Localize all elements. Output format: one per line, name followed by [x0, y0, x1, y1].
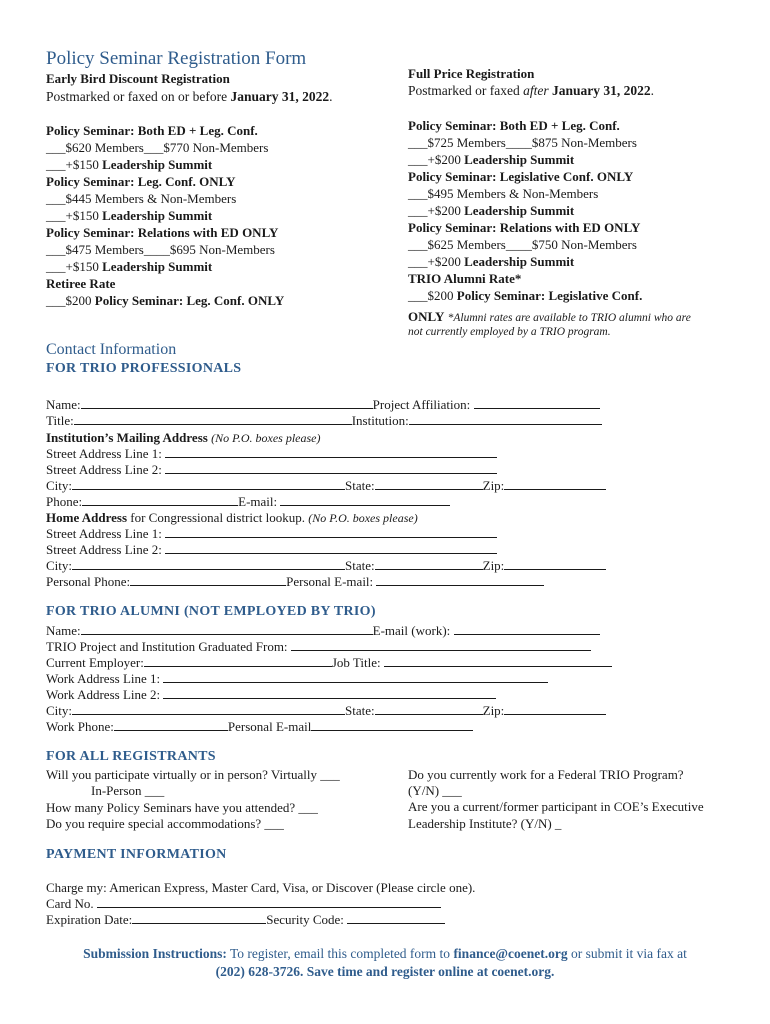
zip-label: Zip:	[482, 478, 505, 493]
payment-heading: PAYMENT INFORMATION	[46, 847, 227, 862]
alumni-personal-email-label: Personal E-mail	[227, 719, 312, 734]
full-price-deadline-prefix: Postmarked or faxed	[408, 83, 520, 98]
submission-text-2: or submit it via fax at	[570, 946, 687, 961]
all-registrants-heading: FOR ALL REGISTRANTS	[46, 749, 216, 764]
home-street2-row	[46, 541, 497, 558]
early-bird-deadline: Postmarked or faxed on or before January 31, 2022.	[46, 89, 333, 104]
rate-category-heading: Retiree Rate	[46, 276, 116, 291]
personal-phone-label: Personal Phone:	[46, 574, 131, 589]
rate-line	[46, 275, 284, 292]
card-number-label: Card No.	[46, 896, 94, 911]
employer-label: Current Employer:	[46, 655, 144, 670]
street1-row	[46, 445, 497, 462]
rate-price-text: $200	[65, 293, 95, 308]
alumni-note-line-2: not currently employed by a TRIO program.	[408, 326, 611, 338]
rate-blank[interactable]: ___	[408, 237, 428, 252]
home-street1-field[interactable]	[165, 526, 497, 538]
rate-category-heading: TRIO Alumni Rate*	[408, 271, 522, 286]
home-city-field[interactable]	[72, 558, 345, 570]
email-label: E-mail:	[238, 494, 278, 509]
rate-blank[interactable]: ___	[46, 293, 66, 308]
graduated-row	[46, 638, 591, 655]
rate-price-text: +$150	[65, 157, 103, 172]
rate-price-text: $625 Members____$750 Non-Members	[427, 237, 637, 252]
home-street2-field[interactable]	[165, 542, 497, 554]
rate-price-text: $445 Members & Non-Members	[65, 191, 237, 206]
street2-row	[46, 461, 497, 478]
rate-line	[46, 122, 284, 139]
rate-line	[408, 134, 642, 151]
city-label: City:	[46, 478, 73, 493]
home-street2-label: Street Address Line 2:	[46, 542, 162, 557]
federal-trio-answer: (Y/N) ___	[408, 783, 462, 798]
alumni-only-label: ONLY	[408, 309, 445, 324]
home-city-row	[46, 557, 606, 574]
personal-email-field[interactable]	[376, 574, 544, 586]
charge-instructions: Charge my: American Express, Master Card, Visa, or Discover (Please circle one).	[46, 880, 476, 895]
rate-line	[408, 151, 642, 168]
home-street1-row	[46, 525, 497, 542]
full-price-deadline-date: January 31, 2022	[551, 83, 651, 98]
alumni-name-row	[46, 622, 600, 639]
seminars-attended-question: How many Policy Seminars have you attended? ___	[46, 800, 318, 815]
security-code-field[interactable]	[347, 912, 445, 924]
rate-line	[408, 287, 642, 304]
job-title-label: Job Title:	[331, 655, 381, 670]
rate-addon-label: Leadership Summit	[102, 208, 213, 223]
state-field[interactable]	[375, 478, 483, 490]
rate-blank[interactable]: ___	[46, 242, 66, 257]
home-address-note: (No P.O. boxes please)	[308, 511, 418, 525]
home-zip-label: Zip:	[482, 558, 505, 573]
zip-field[interactable]	[504, 478, 606, 490]
email-field[interactable]	[280, 494, 450, 506]
participation-question: Will you participate virtually or in person? Virtually ___	[46, 767, 340, 782]
rate-blank[interactable]: ___	[408, 203, 428, 218]
work1-row	[46, 670, 548, 687]
project-affiliation-label: Project Affiliation:	[372, 397, 471, 412]
rate-price-text: $725 Members____$875 Non-Members	[427, 135, 637, 150]
rate-category-heading: Policy Seminar: Both ED + Leg. Conf.	[46, 123, 258, 138]
rate-blank[interactable]: ___	[46, 140, 66, 155]
rate-line	[408, 117, 642, 134]
personal-contact-row	[46, 573, 544, 590]
security-code-label: Security Code:	[266, 912, 344, 927]
rate-blank[interactable]: ___	[408, 254, 428, 269]
rate-price-text: +$200	[427, 254, 465, 269]
alumni-zip-label: Zip:	[482, 703, 505, 718]
submission-fax: (202) 628-3726	[215, 964, 300, 979]
full-price-rates	[408, 117, 642, 304]
work-phone-field[interactable]	[114, 719, 228, 731]
alumni-note-line-1: *Alumni rates are available to TRIO alumni who are	[447, 312, 691, 324]
card-number-field[interactable]	[97, 896, 441, 908]
rate-price-text: +$200	[427, 152, 465, 167]
rate-line	[46, 190, 284, 207]
rate-addon-label: Policy Seminar: Legislative Conf.	[456, 288, 643, 303]
submission-label: Submission Instructions:	[83, 946, 227, 961]
accommodations-question: Do you require special accommodations? ___	[46, 816, 284, 831]
rate-price-text: +$150	[65, 259, 103, 274]
street2-field[interactable]	[165, 462, 497, 474]
rate-line	[408, 219, 642, 236]
early-bird-rates	[46, 122, 284, 309]
rate-line	[46, 292, 284, 309]
alumni-heading: FOR TRIO ALUMNI (NOT EMPLOYED BY TRIO)	[46, 604, 376, 619]
employer-field[interactable]	[144, 655, 332, 667]
institution-label: Institution:	[351, 413, 409, 428]
name-field[interactable]	[81, 397, 373, 409]
alumni-state-field[interactable]	[375, 703, 483, 715]
rate-blank[interactable]: ___	[408, 288, 428, 303]
rate-line	[408, 236, 642, 253]
alumni-city-label: City:	[46, 703, 73, 718]
home-zip-field[interactable]	[504, 558, 606, 570]
rate-line	[46, 224, 284, 241]
street1-label: Street Address Line 1:	[46, 446, 162, 461]
institution-field[interactable]	[409, 413, 602, 425]
rate-line	[46, 173, 284, 190]
rate-line	[408, 168, 642, 185]
early-bird-deadline-prefix: Postmarked or faxed on or before	[46, 89, 228, 104]
executive-institute-question: Are you a current/former participant in COE’s Executive	[408, 799, 704, 814]
graduated-label: TRIO Project and Institution Graduated From:	[46, 639, 288, 654]
work-phone-label: Work Phone:	[46, 719, 114, 734]
card-row	[46, 895, 441, 912]
rate-price-text: $475 Members____$695 Non-Members	[65, 242, 275, 257]
work2-label: Work Address Line 2:	[46, 687, 161, 702]
phone-field[interactable]	[82, 494, 238, 506]
mailing-address-note: (No P.O. boxes please)	[211, 431, 321, 445]
home-address-heading: Home Address	[46, 510, 128, 525]
rate-category-heading: Policy Seminar: Relations with ED ONLY	[46, 225, 279, 240]
rate-category-heading: Policy Seminar: Both ED + Leg. Conf.	[408, 118, 620, 133]
name-row	[46, 396, 600, 413]
submission-instructions	[0, 945, 770, 981]
phone-label: Phone:	[46, 494, 83, 509]
rate-price-text: $495 Members & Non-Members	[427, 186, 599, 201]
employer-row	[46, 654, 612, 671]
rate-blank[interactable]: ___	[46, 259, 66, 274]
submission-text-1: To register, email this completed form to	[229, 946, 451, 961]
home-street1-label: Street Address Line 1:	[46, 526, 162, 541]
home-state-label: State:	[345, 558, 375, 573]
rate-line	[408, 202, 642, 219]
full-price-heading: Full Price Registration	[408, 66, 535, 81]
rate-price-text: $200	[427, 288, 457, 303]
alumni-city-field[interactable]	[72, 703, 345, 715]
work1-field[interactable]	[163, 671, 548, 683]
personal-email-label: Personal E-mail:	[286, 574, 374, 589]
work2-row	[46, 686, 496, 703]
rate-line	[408, 185, 642, 202]
mailing-address-heading: Institution’s Mailing Address	[46, 430, 208, 445]
home-address-text: for Congressional district lookup.	[130, 510, 306, 525]
rate-price-text: +$200	[427, 203, 465, 218]
expiration-label: Expiration Date:	[46, 912, 133, 927]
rate-blank[interactable]: ___	[408, 152, 428, 167]
rate-addon-label: Leadership Summit	[464, 152, 575, 167]
submission-email-link[interactable]: finance@coenet.org	[453, 946, 568, 961]
alumni-zip-field[interactable]	[504, 703, 606, 715]
alumni-email-work-field[interactable]	[454, 623, 600, 635]
project-affiliation-field[interactable]	[474, 397, 600, 409]
home-state-field[interactable]	[375, 558, 483, 570]
rate-category-heading: Policy Seminar: Relations with ED ONLY	[408, 220, 641, 235]
rate-blank[interactable]: ___	[408, 135, 428, 150]
full-price-deadline-after: after	[523, 83, 549, 98]
name-label: Name:	[46, 397, 81, 412]
rate-price-text: $620 Members___$770 Non-Members	[65, 140, 269, 155]
state-label: State:	[345, 478, 375, 493]
alumni-rate-note	[408, 308, 691, 327]
rate-line	[408, 270, 642, 287]
graduated-field[interactable]	[291, 639, 591, 651]
phone-row	[46, 493, 450, 510]
alumni-state-label: State:	[345, 703, 375, 718]
expiration-field[interactable]	[132, 912, 266, 924]
early-bird-deadline-date: January 31, 2022	[230, 89, 330, 104]
alumni-city-row	[46, 702, 606, 719]
job-title-field[interactable]	[384, 655, 612, 667]
rate-blank[interactable]: ___	[46, 208, 66, 223]
rate-line	[46, 139, 284, 156]
personal-phone-field[interactable]	[130, 574, 286, 586]
rate-line	[46, 156, 284, 173]
rate-blank[interactable]: ___	[46, 191, 66, 206]
federal-trio-question: Do you currently work for a Federal TRIO Program?	[408, 767, 684, 782]
rate-blank[interactable]: ___	[46, 157, 66, 172]
rate-addon-label: Leadership Summit	[102, 259, 213, 274]
work-phone-row	[46, 718, 473, 735]
city-field[interactable]	[72, 478, 345, 490]
street1-field[interactable]	[165, 446, 497, 458]
work2-field[interactable]	[163, 687, 496, 699]
rate-category-heading: Policy Seminar: Leg. Conf. ONLY	[46, 174, 236, 189]
rate-addon-label: Leadership Summit	[464, 203, 575, 218]
early-bird-heading: Early Bird Discount Registration	[46, 71, 230, 86]
professionals-heading: FOR TRIO PROFESSIONALS	[46, 361, 242, 376]
alumni-email-work-label: E-mail (work):	[372, 623, 451, 638]
alumni-name-label: Name:	[46, 623, 81, 638]
title-row	[46, 412, 602, 429]
executive-institute-answer: Leadership Institute? (Y/N) _	[408, 816, 562, 831]
in-person-option: In-Person ___	[91, 783, 165, 798]
rate-line	[408, 253, 642, 270]
home-city-label: City:	[46, 558, 73, 573]
rate-line	[46, 258, 284, 275]
title-label: Title:	[46, 413, 74, 428]
rate-blank[interactable]: ___	[408, 186, 428, 201]
work1-label: Work Address Line 1:	[46, 671, 161, 686]
rate-line	[46, 207, 284, 224]
rate-category-heading: Policy Seminar: Legislative Conf. ONLY	[408, 169, 634, 184]
contact-heading: Contact Information	[46, 341, 177, 358]
rate-addon-label: Leadership Summit	[464, 254, 575, 269]
rate-addon-label: Policy Seminar: Leg. Conf. ONLY	[94, 293, 285, 308]
alumni-name-field[interactable]	[81, 623, 373, 635]
form-title: Policy Seminar Registration Form	[46, 48, 307, 69]
rate-price-text: +$150	[65, 208, 103, 223]
alumni-personal-email-field[interactable]	[311, 719, 473, 731]
full-price-deadline: Postmarked or faxed after January 31, 2022.	[408, 83, 654, 98]
expiration-row	[46, 911, 445, 928]
title-field[interactable]	[74, 413, 352, 425]
city-row	[46, 477, 606, 494]
rate-addon-label: Leadership Summit	[102, 157, 213, 172]
rate-line	[46, 241, 284, 258]
street2-label: Street Address Line 2:	[46, 462, 162, 477]
submission-text-3: . Save time and register online at coenet.org.	[299, 964, 555, 979]
